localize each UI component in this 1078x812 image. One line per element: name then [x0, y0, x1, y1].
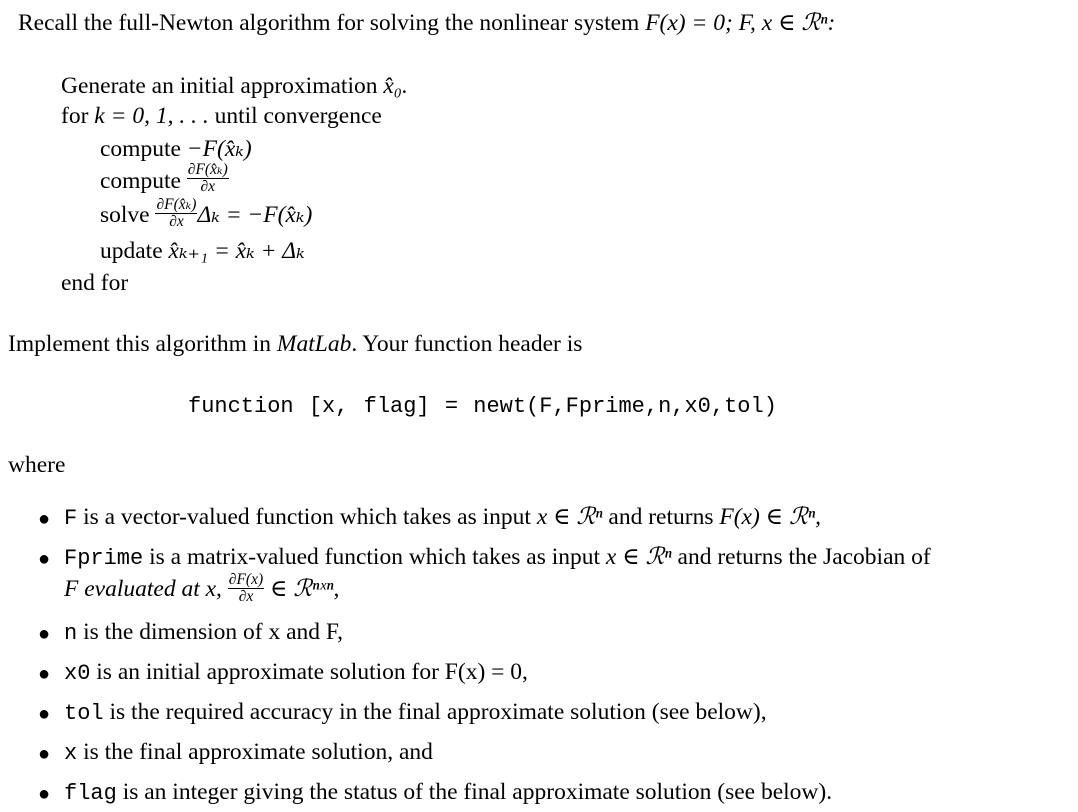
- bullet-dot: ●: [38, 743, 51, 765]
- code-x0: x0: [64, 661, 91, 686]
- bullet-f-math: x ∈ ℛⁿ: [536, 504, 603, 530]
- algo-compute-2: [100, 161, 229, 200]
- code-f: F: [64, 506, 78, 531]
- bullet-x0-text: is an initial approximate solution for F(x) = 0,: [90, 659, 528, 685]
- implement-lang: MatLab: [276, 331, 352, 357]
- frac-numerator: ∂F(x): [228, 571, 264, 588]
- implement-line: [8, 333, 582, 357]
- code-tol: tol: [64, 701, 104, 726]
- bullet-f-mid: and returns: [602, 504, 720, 530]
- code-n: n: [64, 621, 78, 646]
- bullet-fprime-text: is a matrix-valued function which takes as input: [143, 544, 606, 570]
- code-x: x: [64, 741, 78, 766]
- endfor-text: end for: [61, 270, 129, 296]
- solve-jacobian-frac: [155, 197, 197, 231]
- frac-numerator: ∂F(x̂ₖ): [156, 196, 197, 213]
- bullet-n: [64, 621, 343, 645]
- update-equation: x̂ₖ₊₁ = x̂ₖ + Δₖ: [168, 238, 305, 264]
- bullet-fprime-line2-tail: ∈ ℛⁿˣⁿ,: [264, 576, 340, 603]
- intro-math: F(x) = 0; F, x ∈ ℛⁿ:: [645, 10, 836, 36]
- solve-equation: Δₖ = −F(x̂ₖ): [197, 202, 313, 229]
- bullet-tol: [64, 701, 767, 725]
- compute-label-2: compute: [100, 168, 187, 195]
- bullet-f-text: is a vector-valued function which takes as input: [77, 504, 537, 530]
- bullet-tol-text: is the required accuracy in the final approximate solution (see below),: [103, 699, 767, 725]
- function-header-code: function [x, flag] = newt(F,Fprime,n,x0,tol): [188, 394, 777, 419]
- bullet-x-text: is the final approximate solution, and: [77, 739, 433, 765]
- bullet-dot: ●: [38, 783, 51, 805]
- bullet-dot: ●: [38, 508, 51, 530]
- bullet-x: [64, 741, 433, 765]
- algo-line-2: [61, 105, 382, 129]
- bullet-fprime-math: x ∈ ℛⁿ: [605, 544, 672, 570]
- bullet-dot: ●: [38, 548, 51, 570]
- compute-jacobian-frac: [187, 162, 229, 196]
- bullet-f: [64, 506, 821, 530]
- compute-label-1: compute: [100, 136, 187, 162]
- algo-line-1: [61, 75, 408, 99]
- bullet-fprime-line2-text: F evaluated at x,: [64, 576, 228, 603]
- code-fprime: Fprime: [64, 546, 144, 571]
- bullet-flag-text: is an integer giving the status of the final approximate solution (see below).: [116, 779, 833, 805]
- frac-numerator: ∂F(x̂ₖ): [187, 161, 228, 178]
- solve-label: solve: [100, 202, 156, 229]
- bullet-dot: ●: [38, 703, 51, 725]
- bullet-x0: [64, 661, 528, 685]
- algo-compute-1: [100, 138, 252, 162]
- frac-denominator: ∂x: [169, 213, 184, 231]
- bullet-fprime: [64, 546, 931, 570]
- code-flag: flag: [64, 781, 117, 806]
- jacobian-frac: [228, 572, 264, 606]
- bullet-dot: ●: [38, 663, 51, 685]
- where-text: where: [8, 452, 66, 478]
- implement-text: Implement this algorithm in: [8, 331, 277, 357]
- bullet-flag: [64, 781, 832, 805]
- algo-until-text: until convergence: [208, 103, 382, 129]
- algo-update: [100, 240, 305, 264]
- bullet-dot: ●: [38, 623, 51, 645]
- intro-text: Recall the full-Newton algorithm for solving the nonlinear system: [18, 10, 646, 36]
- update-label: update: [100, 238, 169, 264]
- algo-endfor: [61, 272, 128, 296]
- bullet-fprime-tail: and returns the Jacobian of: [671, 544, 931, 570]
- intro-line: [18, 12, 835, 36]
- algo-solve: [100, 196, 313, 234]
- algo-for-text: for: [61, 103, 95, 129]
- algo-k-range: k = 0, 1, . . .: [94, 103, 209, 129]
- bullet-fprime-line2: [64, 571, 340, 608]
- compute-neg-f: −F(x̂ₖ): [186, 136, 252, 162]
- implement-tail: . Your function header is: [351, 331, 583, 357]
- bullet-f-math2: F(x) ∈ ℛⁿ,: [719, 504, 821, 530]
- frac-denominator: ∂x: [238, 588, 254, 606]
- algo-generate-text: Generate an initial approximation: [61, 73, 384, 99]
- frac-denominator: ∂x: [200, 178, 216, 196]
- algo-x0-math: x̂₀.: [383, 73, 408, 99]
- bullet-n-text: is the dimension of x and F,: [77, 619, 343, 645]
